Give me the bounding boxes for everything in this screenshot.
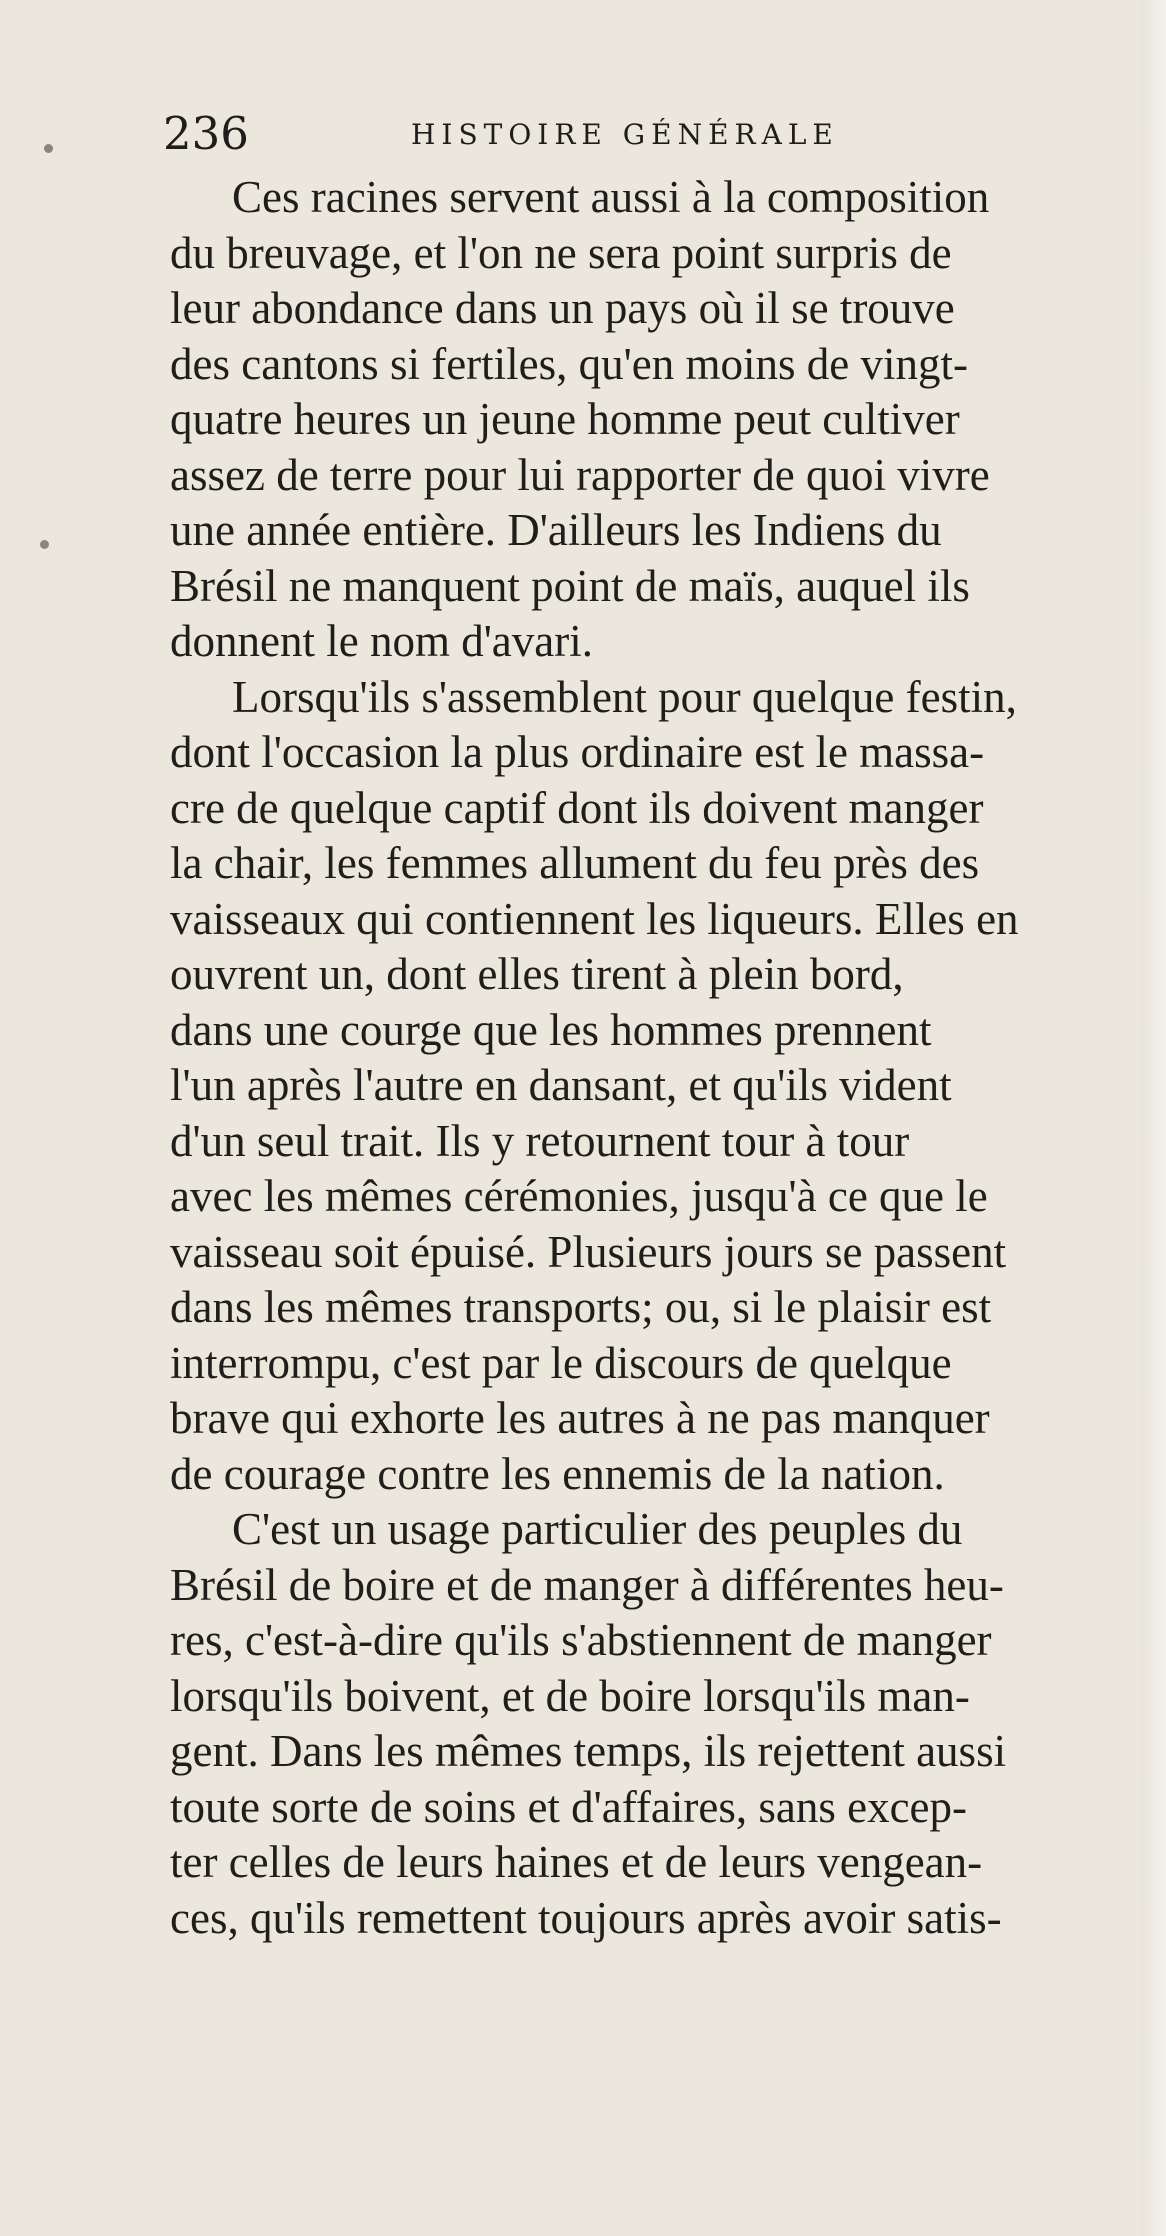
text-line: gent. Dans les mêmes temps, ils rejettent aussi <box>170 1726 1007 1776</box>
text-line: brave qui exhorte les autres à ne pas manquer <box>170 1393 990 1443</box>
text-line: avec les mêmes cérémonies, jusqu'à ce que le <box>170 1171 988 1221</box>
text-line: quatre heures un jeune homme peut cultiver <box>170 394 960 444</box>
text-line: res, c'est-à-dire qu'ils s'abstiennent de manger <box>170 1615 992 1665</box>
text-line: ter celles de leurs haines et de leurs vengean- <box>170 1837 983 1887</box>
text-line: dont l'occasion la plus ordinaire est le massa- <box>170 727 985 777</box>
text-line: Brésil ne manquent point de maïs, auquel ils <box>170 560 970 611</box>
text-line: dans une courge que les hommes prennent <box>170 1004 932 1055</box>
text-line: dans les mêmes transports; ou, si le plaisir est <box>170 1282 992 1332</box>
page-number: 236 <box>163 107 249 160</box>
text-line: leur abondance dans un pays où il se trouve <box>170 283 955 333</box>
ink-spot <box>44 144 53 153</box>
text-line: Brésil de boire et de manger à différentes heu- <box>170 1559 1004 1610</box>
text-line: de courage contre les ennemis de la nation. <box>170 1448 945 1499</box>
text-line: ces, qu'ils remettent toujours après avoir satis- <box>170 1892 1002 1943</box>
text-line: ouvrent un, dont elles tirent à plein bord, <box>170 949 904 999</box>
text-line: Ces racines servent aussi à la composition <box>232 172 990 222</box>
text-line: interrompu, c'est par le discours de quelque <box>170 1337 952 1388</box>
running-head: HISTOIRE GÉNÉRALE <box>411 118 839 151</box>
text-line: vaisseaux qui contiennent les liqueurs. Elles en <box>170 893 1019 944</box>
text-line: vaisseau soit épuisé. Plusieurs jours se passent <box>170 1226 1007 1277</box>
text-line: d'un seul trait. Ils y retournent tour à tour <box>170 1115 910 1166</box>
text-line: une année entière. D'ailleurs les Indiens du <box>170 505 942 555</box>
text-line: des cantons si fertiles, qu'en moins de vingt- <box>170 338 968 389</box>
text-line: lorsqu'ils boivent, et de boire lorsqu'ils man- <box>170 1670 970 1721</box>
text-line: la chair, les femmes allument du feu près des <box>170 838 980 888</box>
text-line: assez de terre pour lui rapporter de quoi vivre <box>170 449 990 500</box>
text-line: donnent le nom d'avari. <box>170 616 593 666</box>
text-line: C'est un usage particulier des peuples du <box>232 1504 963 1554</box>
ink-spot <box>40 540 49 549</box>
text-line: l'un après l'autre en dansant, et qu'ils vident <box>170 1060 952 1110</box>
text-line: toute sorte de soins et d'affaires, sans excep- <box>170 1781 968 1832</box>
text-line: du breuvage, et l'on ne sera point surpris de <box>170 227 952 278</box>
body-text <box>170 170 1156 1946</box>
text-line: cre de quelque captif dont ils doivent manger <box>170 782 984 833</box>
text-line: Lorsqu'ils s'assemblent pour quelque festin, <box>232 671 1017 722</box>
page-header <box>163 104 1163 164</box>
